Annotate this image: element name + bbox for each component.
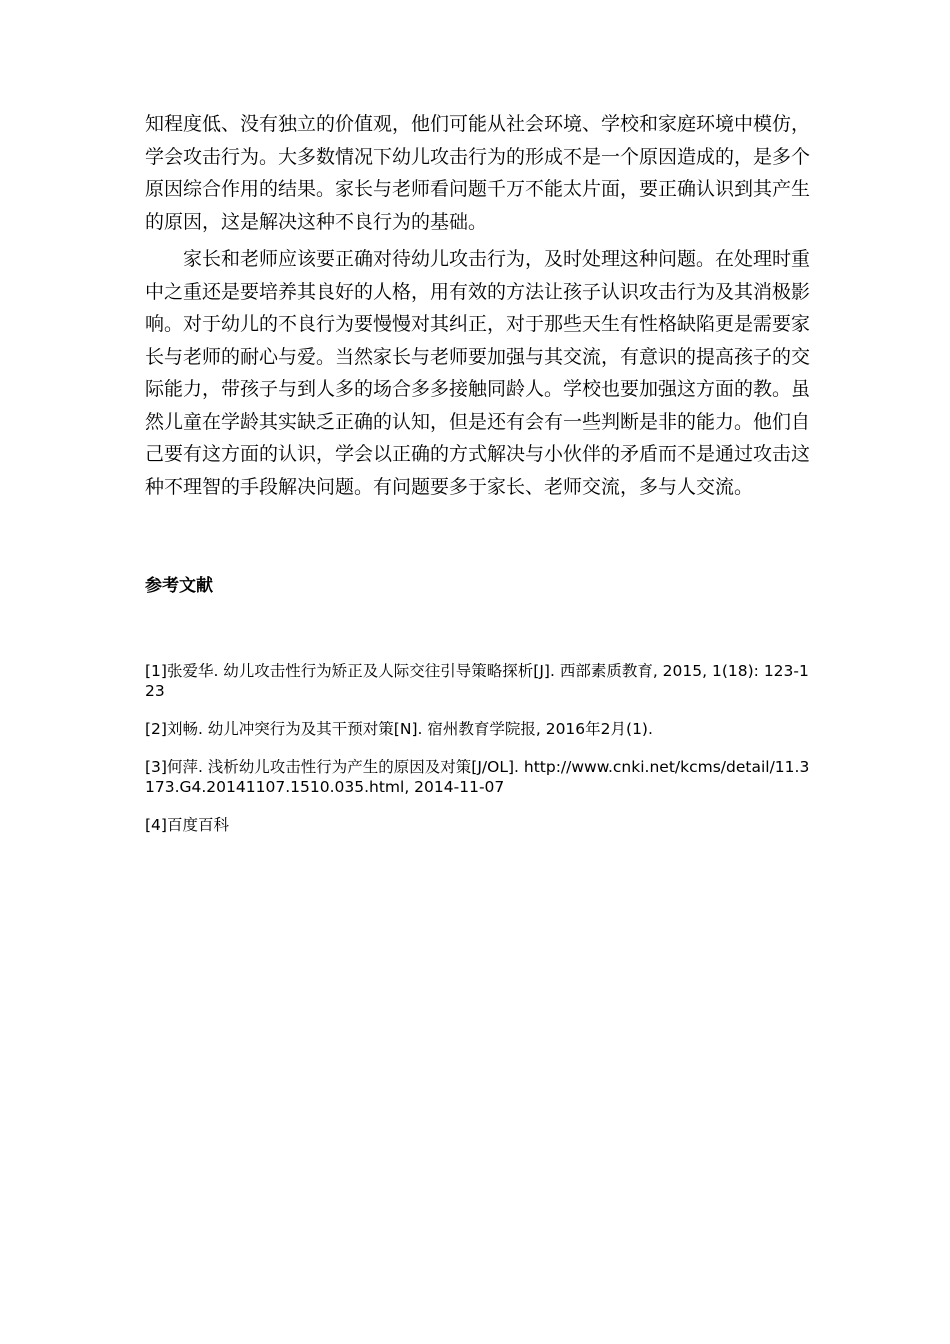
body-paragraph-2: 家长和老师应该要正确对待幼儿攻击行为，及时处理这种问题。在处理时重中之重还是要培养其良好的人格，用有效的方法让孩子认识攻击行为及其消极影响。对于幼儿的不良行为要慢慢对其纠正，对于那些天生有性格缺陷更是需要家长与老师的耐心与爱。当然家长与老师要加强与其交流，有意识的提高孩子的交际能力，带孩子与到人多的场合多多接触同龄人。学校也要加强这方面的教。虽然儿童在学龄其实缺乏正确的认知，但是还有会有一些判断是非的能力。他们自己要有这方面的认识，学会以正确的方式解决与小伙伴的矛盾而不是通过攻击这种不理智的手段解决问题。有问题要多于家长、老师交流，多与人交流。	[145, 248, 811, 498]
reference-item-1: [1]张爱华. 幼儿攻击性行为矫正及人际交往引导策略探析[J]. 西部素质教育, 2015, 1(18): 123-123	[145, 662, 809, 700]
body-paragraph-1: 知程度低、没有独立的价值观，他们可能从社会环境、学校和家庭环境中模仿，学会攻击行为。大多数情况下幼儿攻击行为的形成不是一个原因造成的，是多个原因综合作用的结果。家长与老师看问题千万不能太片面，要正确认识到其产生的原因，这是解决这种不良行为的基础。	[145, 113, 811, 233]
document-page	[145, 108, 810, 853]
reference-item-4: [4]百度百科	[145, 816, 229, 834]
reference-item-3: [3]何萍. 浅析幼儿攻击性行为产生的原因及对策[J/OL]. http://www.cnki.net/kcms/detail/11.3173.G4.20141107.1510.035.html, 2014-11-07	[145, 758, 810, 796]
references-heading: 参考文献	[145, 576, 213, 596]
reference-item-2: [2]刘畅. 幼儿冲突行为及其干预对策[N]. 宿州教育学院报, 2016年2月(1).	[145, 720, 653, 738]
references-list	[145, 661, 810, 835]
